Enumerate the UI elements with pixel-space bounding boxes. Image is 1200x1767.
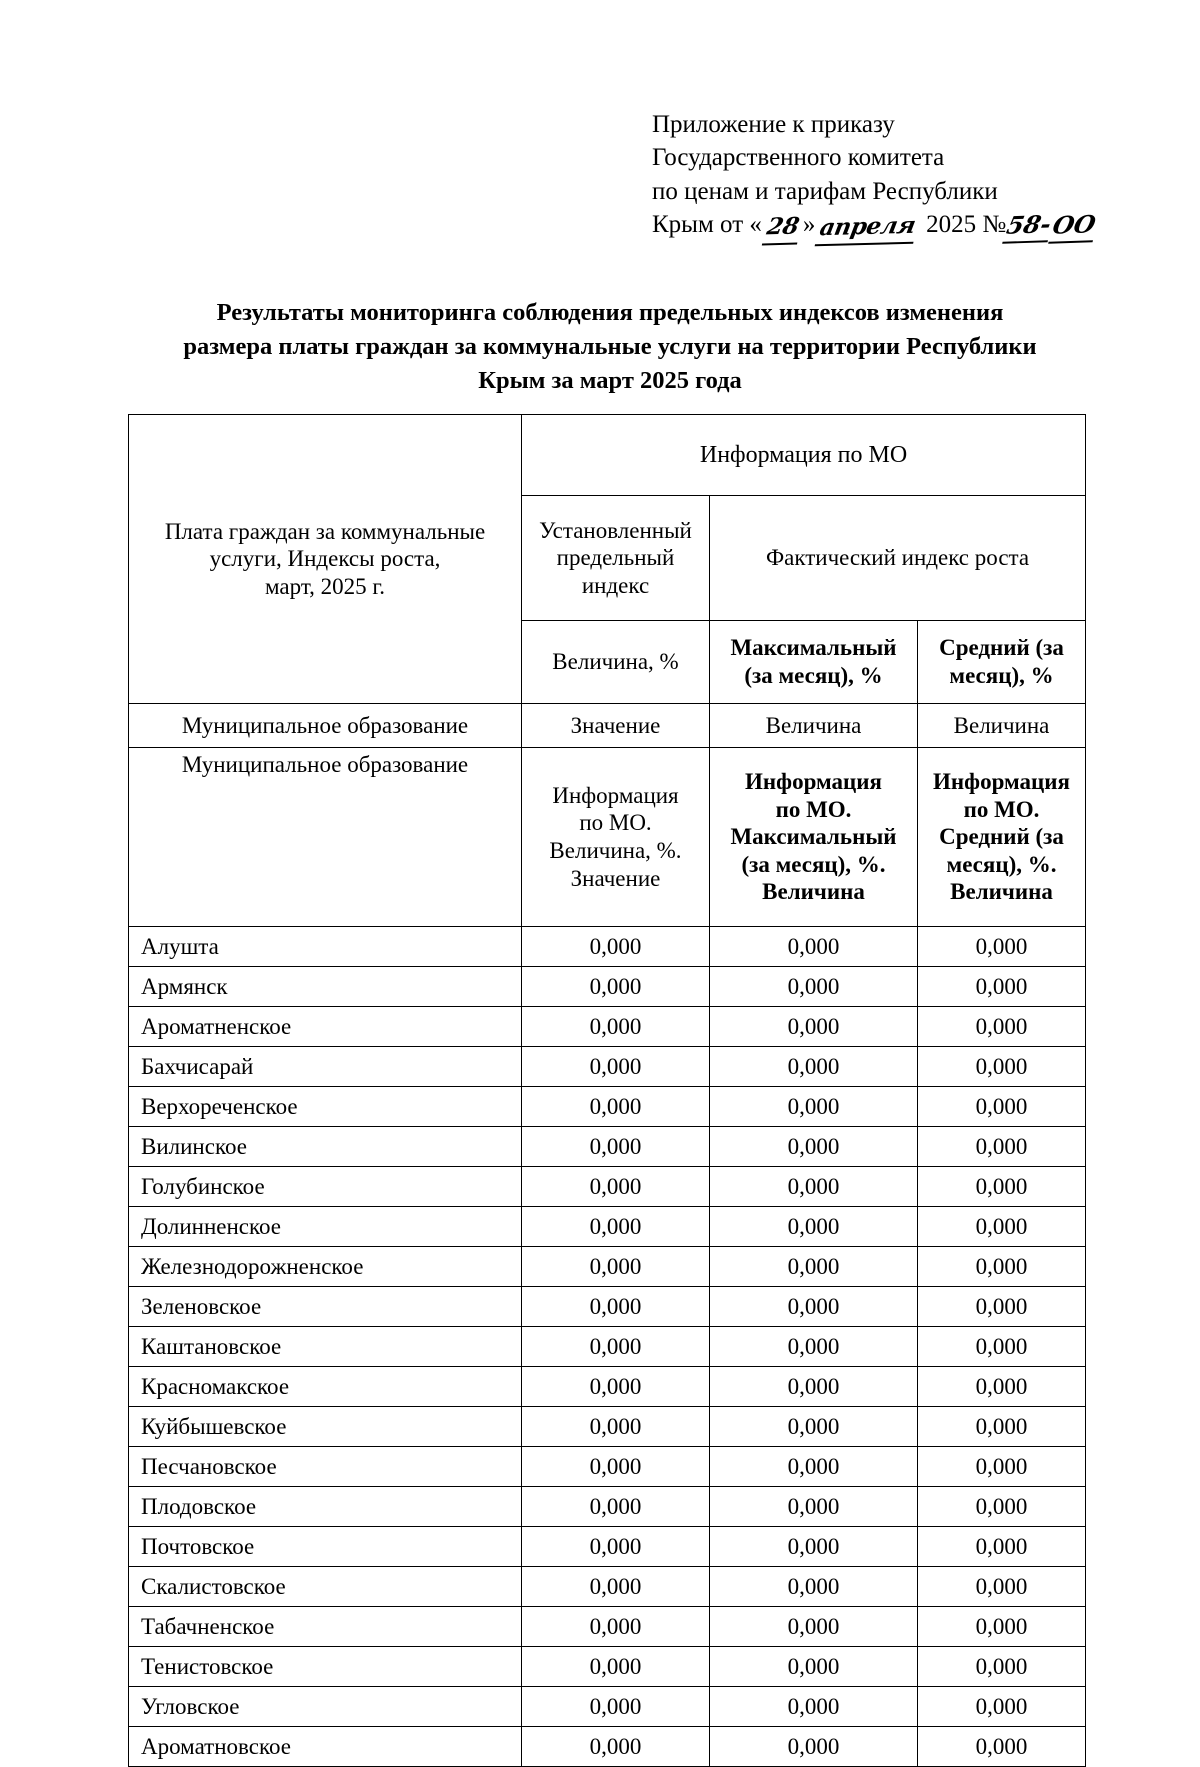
header-established-line-3: индекс bbox=[581, 572, 650, 598]
cell-municipality-name: Тенистовское bbox=[129, 1647, 522, 1687]
cell-max-index: 0,000 bbox=[710, 1367, 918, 1407]
cell-max-index: 0,000 bbox=[710, 967, 918, 1007]
cell-established-index: 0,000 bbox=[522, 1047, 710, 1087]
cell-avg-index: 0,000 bbox=[918, 1607, 1086, 1647]
cell-avg-index: 0,000 bbox=[918, 1167, 1086, 1207]
appendix-date-line bbox=[652, 208, 1122, 243]
cell-established-index: 0,000 bbox=[522, 1527, 710, 1567]
cell-avg-index: 0,000 bbox=[918, 1567, 1086, 1607]
cell-max-index: 0,000 bbox=[710, 1407, 918, 1447]
table-header-row-1 bbox=[129, 415, 1086, 496]
table-row bbox=[129, 1047, 1086, 1087]
header-mo-label: Муниципальное образование bbox=[129, 704, 522, 748]
cell-municipality-name: Куйбышевское bbox=[129, 1407, 522, 1447]
header-unit-avg bbox=[918, 621, 1086, 704]
cell-max-index: 0,000 bbox=[710, 1567, 918, 1607]
desc-mo-label: Муниципальное образование bbox=[129, 748, 522, 927]
cell-established-index: 0,000 bbox=[522, 1007, 710, 1047]
cell-max-index: 0,000 bbox=[710, 1287, 918, 1327]
table-row bbox=[129, 1087, 1086, 1127]
cell-established-index: 0,000 bbox=[522, 1687, 710, 1727]
appendix-year: 2025 bbox=[926, 210, 977, 238]
cell-municipality-name: Бахчисарай bbox=[129, 1047, 522, 1087]
cell-established-index: 0,000 bbox=[522, 1247, 710, 1287]
group-header-info-by-mo: Информация по МО bbox=[522, 415, 1086, 496]
header-mo-value-avg: Величина bbox=[918, 704, 1086, 748]
cell-avg-index: 0,000 bbox=[918, 1127, 1086, 1167]
cell-municipality-name: Каштановское bbox=[129, 1327, 522, 1367]
header-established-line-1: Установленный bbox=[539, 517, 692, 543]
handwritten-number-suffix: ОО bbox=[1048, 208, 1099, 243]
table-row bbox=[129, 1367, 1086, 1407]
header-unit-value: Величина, % bbox=[522, 621, 710, 704]
desc-max-line-1: Информация bbox=[745, 769, 882, 795]
cell-municipality-name: Долинненское bbox=[129, 1207, 522, 1247]
cell-established-index: 0,000 bbox=[522, 1127, 710, 1167]
cell-established-index: 0,000 bbox=[522, 927, 710, 967]
cell-municipality-name: Красномакское bbox=[129, 1367, 522, 1407]
desc-avg-line-2: по МО. bbox=[963, 796, 1040, 822]
desc-max bbox=[710, 748, 918, 927]
desc-avg-line-4: месяц), %. bbox=[946, 851, 1057, 877]
desc-established-line-2: по МО. bbox=[579, 810, 652, 836]
desc-avg-line-1: Информация bbox=[933, 769, 1070, 795]
cell-avg-index: 0,000 bbox=[918, 927, 1086, 967]
cell-max-index: 0,000 bbox=[710, 927, 918, 967]
cell-avg-index: 0,000 bbox=[918, 967, 1086, 1007]
handwritten-number: 58- bbox=[1002, 208, 1055, 243]
cell-established-index: 0,000 bbox=[522, 1607, 710, 1647]
cell-avg-index: 0,000 bbox=[918, 1247, 1086, 1287]
page-title-line-1: Результаты мониторинга соблюдения предельных индексов изменения bbox=[216, 299, 1004, 326]
table-row bbox=[129, 1727, 1086, 1767]
cell-municipality-name: Железнодорожненское bbox=[129, 1247, 522, 1287]
header-mo-value-max: Величина bbox=[710, 704, 918, 748]
table-header-row-4 bbox=[129, 704, 1086, 748]
cell-max-index: 0,000 bbox=[710, 1687, 918, 1727]
cell-max-index: 0,000 bbox=[710, 1447, 918, 1487]
cell-established-index: 0,000 bbox=[522, 1567, 710, 1607]
header-established-line-2: предельный bbox=[556, 545, 675, 571]
cell-avg-index: 0,000 bbox=[918, 1647, 1086, 1687]
cell-max-index: 0,000 bbox=[710, 1007, 918, 1047]
cell-established-index: 0,000 bbox=[522, 1407, 710, 1447]
cell-municipality-name: Армянск bbox=[129, 967, 522, 1007]
desc-max-line-4: (за месяц), %. bbox=[741, 851, 886, 877]
header-established-index bbox=[522, 496, 710, 621]
corner-header-line-1: Плата граждан за коммунальные bbox=[164, 518, 486, 544]
table-row bbox=[129, 1127, 1086, 1167]
handwritten-month: апреля bbox=[815, 210, 920, 245]
cell-avg-index: 0,000 bbox=[918, 1367, 1086, 1407]
desc-established bbox=[522, 748, 710, 927]
cell-max-index: 0,000 bbox=[710, 1647, 918, 1687]
table-row bbox=[129, 1167, 1086, 1207]
corner-header-line-2: услуги, Индексы роста, bbox=[209, 546, 441, 572]
monitoring-table bbox=[128, 414, 1086, 1767]
monitoring-table-wrapper bbox=[128, 414, 1085, 1767]
desc-established-line-1: Информация bbox=[552, 782, 679, 808]
cell-established-index: 0,000 bbox=[522, 1447, 710, 1487]
corner-header-cell bbox=[129, 415, 522, 704]
appendix-line-2: Государственного комитета bbox=[652, 144, 945, 172]
header-actual-growth-index: Фактический индекс роста bbox=[710, 496, 1086, 621]
cell-avg-index: 0,000 bbox=[918, 1007, 1086, 1047]
table-row bbox=[129, 1567, 1086, 1607]
table-row bbox=[129, 927, 1086, 967]
header-unit-avg-line-2: месяц), % bbox=[949, 663, 1054, 688]
cell-avg-index: 0,000 bbox=[918, 1687, 1086, 1727]
cell-municipality-name: Ароматненское bbox=[129, 1007, 522, 1047]
quote-close: » bbox=[802, 210, 816, 238]
header-unit-avg-line-1: Средний (за bbox=[939, 635, 1064, 661]
cell-municipality-name: Табачненское bbox=[129, 1607, 522, 1647]
cell-max-index: 0,000 bbox=[710, 1127, 918, 1167]
desc-max-line-2: по МО. bbox=[775, 796, 852, 822]
page-title-line-3: Крым за март 2025 года bbox=[478, 366, 742, 394]
cell-municipality-name: Плодовское bbox=[129, 1487, 522, 1527]
table-row bbox=[129, 1447, 1086, 1487]
table-header-row-5 bbox=[129, 748, 1086, 927]
cell-avg-index: 0,000 bbox=[918, 1207, 1086, 1247]
cell-established-index: 0,000 bbox=[522, 1727, 710, 1767]
cell-municipality-name: Голубинское bbox=[129, 1167, 522, 1207]
number-label: № bbox=[982, 210, 1007, 238]
desc-established-line-4: Значение bbox=[570, 865, 661, 891]
table-row bbox=[129, 1407, 1086, 1447]
cell-established-index: 0,000 bbox=[522, 1287, 710, 1327]
cell-avg-index: 0,000 bbox=[918, 1047, 1086, 1087]
cell-municipality-name: Песчановское bbox=[129, 1447, 522, 1487]
desc-avg-line-5: Величина bbox=[950, 879, 1053, 905]
appendix-date-prefix: Крым от bbox=[652, 210, 744, 238]
table-row bbox=[129, 1007, 1086, 1047]
table-row bbox=[129, 1207, 1086, 1247]
table-row bbox=[129, 1247, 1086, 1287]
table-row bbox=[129, 1687, 1086, 1727]
cell-established-index: 0,000 bbox=[522, 1647, 710, 1687]
cell-avg-index: 0,000 bbox=[918, 1487, 1086, 1527]
cell-avg-index: 0,000 bbox=[918, 1087, 1086, 1127]
cell-max-index: 0,000 bbox=[710, 1167, 918, 1207]
table-row bbox=[129, 1487, 1086, 1527]
cell-max-index: 0,000 bbox=[710, 1527, 918, 1567]
cell-established-index: 0,000 bbox=[522, 1167, 710, 1207]
appendix-line-1: Приложение к приказу bbox=[652, 111, 895, 138]
header-unit-max-line-2: (за месяц), % bbox=[744, 663, 883, 688]
cell-established-index: 0,000 bbox=[522, 967, 710, 1007]
cell-municipality-name: Скалистовское bbox=[129, 1567, 522, 1607]
cell-avg-index: 0,000 bbox=[918, 1327, 1086, 1367]
cell-avg-index: 0,000 bbox=[918, 1527, 1086, 1567]
table-row bbox=[129, 1607, 1086, 1647]
table-row bbox=[129, 1527, 1086, 1567]
appendix-reference-block bbox=[652, 108, 1122, 242]
cell-max-index: 0,000 bbox=[710, 1247, 918, 1287]
cell-municipality-name: Верхореченское bbox=[129, 1087, 522, 1127]
table-row bbox=[129, 1647, 1086, 1687]
cell-established-index: 0,000 bbox=[522, 1207, 710, 1247]
table-row bbox=[129, 1327, 1086, 1367]
desc-avg bbox=[918, 748, 1086, 927]
desc-max-line-5: Величина bbox=[762, 879, 865, 905]
cell-established-index: 0,000 bbox=[522, 1487, 710, 1527]
desc-avg-line-3: Средний (за bbox=[939, 824, 1064, 850]
table-row bbox=[129, 1287, 1086, 1327]
header-unit-max-line-1: Максимальный bbox=[730, 635, 897, 661]
table-row bbox=[129, 967, 1086, 1007]
cell-municipality-name: Алушта bbox=[129, 927, 522, 967]
cell-municipality-name: Ароматновское bbox=[129, 1727, 522, 1767]
cell-established-index: 0,000 bbox=[522, 1087, 710, 1127]
cell-municipality-name: Зеленовское bbox=[129, 1287, 522, 1327]
cell-avg-index: 0,000 bbox=[918, 1447, 1086, 1487]
cell-max-index: 0,000 bbox=[710, 1327, 918, 1367]
cell-max-index: 0,000 bbox=[710, 1607, 918, 1647]
cell-avg-index: 0,000 bbox=[918, 1407, 1086, 1447]
cell-municipality-name: Вилинское bbox=[129, 1127, 522, 1167]
header-unit-max bbox=[710, 621, 918, 704]
cell-avg-index: 0,000 bbox=[918, 1727, 1086, 1767]
cell-established-index: 0,000 bbox=[522, 1367, 710, 1407]
cell-municipality-name: Почтовское bbox=[129, 1527, 522, 1567]
handwritten-day: 28 bbox=[762, 211, 803, 244]
cell-max-index: 0,000 bbox=[710, 1047, 918, 1087]
appendix-line-3: по ценам и тарифам Республики bbox=[652, 177, 998, 205]
quote-open: « bbox=[749, 210, 762, 238]
cell-established-index: 0,000 bbox=[522, 1327, 710, 1367]
page-title bbox=[170, 296, 1050, 397]
cell-municipality-name: Угловское bbox=[129, 1687, 522, 1727]
cell-avg-index: 0,000 bbox=[918, 1287, 1086, 1327]
desc-max-line-3: Максимальный bbox=[730, 824, 897, 850]
page-title-line-2: размера платы граждан за коммунальные услуги на территории Республики bbox=[183, 332, 1037, 360]
desc-established-line-3: Величина, %. bbox=[549, 838, 682, 863]
cell-max-index: 0,000 bbox=[710, 1727, 918, 1767]
corner-header-line-3: март, 2025 г. bbox=[265, 573, 385, 599]
cell-max-index: 0,000 bbox=[710, 1087, 918, 1127]
header-mo-value-established: Значение bbox=[522, 704, 710, 748]
cell-max-index: 0,000 bbox=[710, 1487, 918, 1527]
cell-max-index: 0,000 bbox=[710, 1207, 918, 1247]
